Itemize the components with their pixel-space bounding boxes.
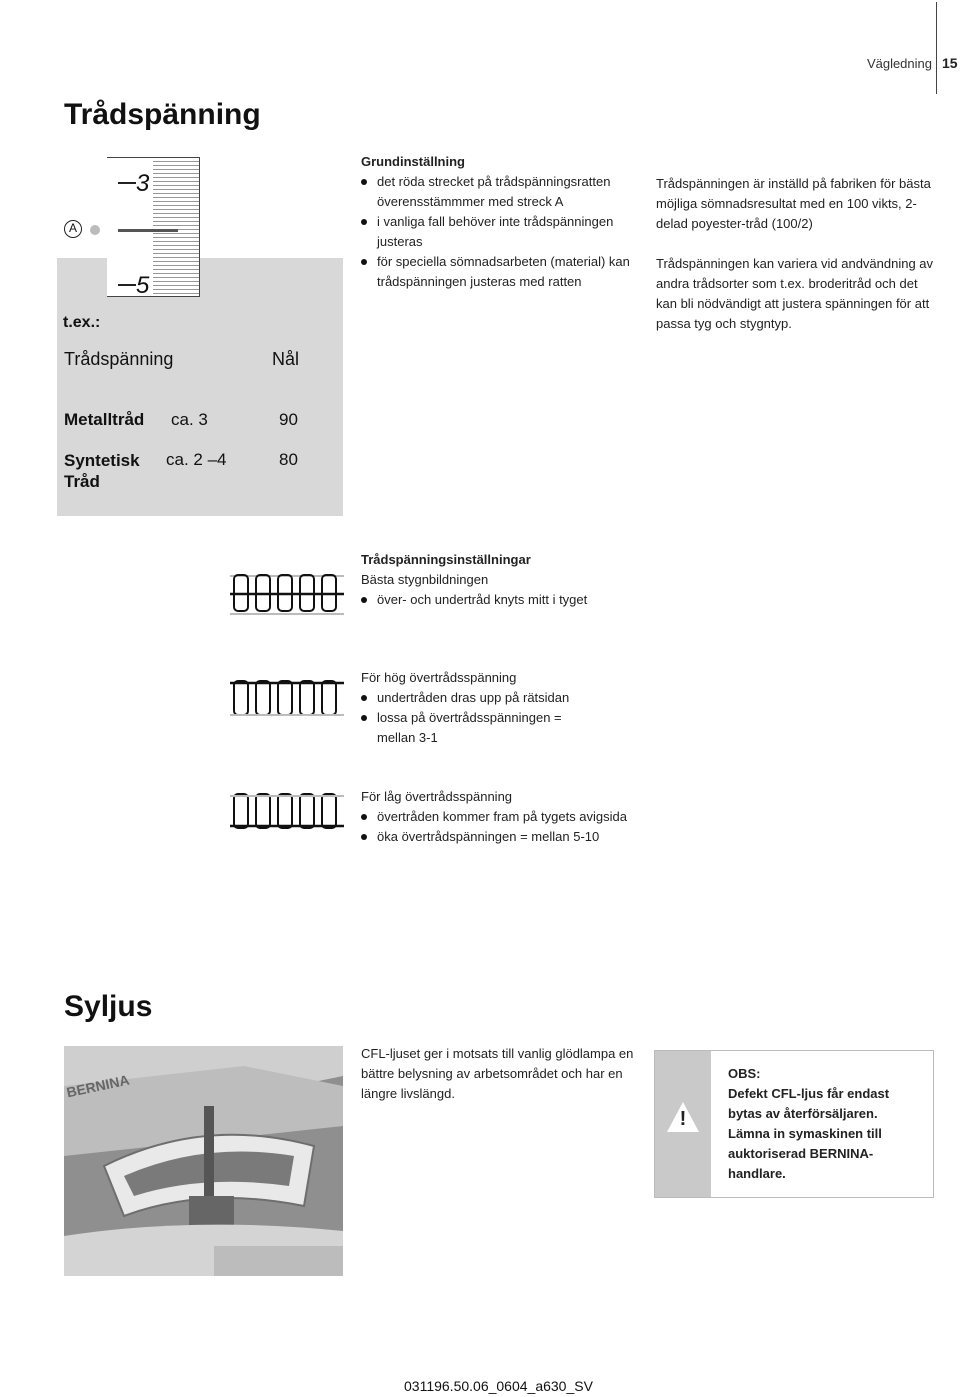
header-divider: [936, 2, 937, 94]
high-tension-title: För hög övertrådsspänning: [361, 670, 517, 685]
warning-label: OBS:: [728, 1066, 761, 1081]
basic-setting-section: [361, 152, 646, 292]
table-row-tension: ca. 3: [171, 410, 208, 429]
dial-number-bottom: 5: [136, 272, 150, 299]
list-item: undertråden dras upp på rätsidan: [361, 688, 651, 708]
list-item: i vanliga fall behöver inte trådspänningen justeras: [361, 212, 646, 252]
table-header-needle: Nål: [272, 349, 300, 369]
page-number: 15: [942, 55, 958, 71]
dial-tick-bottom: [118, 284, 136, 286]
stitch-high-tension-diagram: [228, 675, 344, 727]
cfl-paragraph: CFL-ljuset ger i motsats till vanlig glödlampa en bättre belysning av arbetsområdet och har en längre livslängd.: [361, 1046, 634, 1101]
sewing-light-photo: [64, 1046, 343, 1276]
table-row-needle: 80: [279, 450, 298, 469]
best-stitch-list: [361, 590, 651, 610]
section-label: Vägledning: [866, 56, 932, 71]
low-tension-list: [361, 807, 661, 847]
high-tension-section: [361, 668, 651, 748]
high-tension-list: [361, 688, 651, 748]
list-item: det röda strecket på trådspänningsratten överensstämmmer med streck A: [361, 172, 646, 212]
example-label: t.ex.:: [63, 314, 101, 331]
photo-brand-text: BERNINA: [65, 1071, 131, 1101]
best-stitch-section: [361, 550, 651, 610]
variation-paragraph: Trådspänningen kan variera vid andvändning av andra trådsorter som t.ex. broderitråd och det kan bli nödvändigt att justera spänningen för att passa tyg och stygntyp.: [656, 256, 934, 331]
list-item: för speciella sömnadsarbeten (material) kan trådspänningen justeras med ratten: [361, 252, 646, 292]
settings-heading: Trådspänningsinställningar: [361, 552, 531, 567]
factory-section: [656, 174, 936, 334]
low-tension-section: [361, 787, 661, 847]
dial-red-line: [118, 229, 178, 232]
basic-setting-list: [361, 172, 646, 292]
stitch-balanced-diagram: [228, 570, 344, 622]
table-row-name: Syntetisk Tråd: [64, 451, 140, 491]
table-row-name: Metalltråd: [64, 410, 145, 429]
low-tension-title: För låg övertrådsspänning: [361, 789, 513, 804]
dial-number-top: 3: [136, 170, 150, 197]
list-item: öka övertrådspänningen = mellan 5-10: [361, 827, 661, 847]
section-title-syljus: Syljus: [64, 990, 153, 1023]
marker-dot-icon: [90, 225, 100, 235]
marker-a-icon: A: [64, 220, 82, 238]
dial-graduation: [153, 158, 199, 296]
list-item: över- och undertråd knyts mitt i tyget: [361, 590, 651, 610]
basic-setting-heading: Grundinställning: [361, 154, 465, 169]
warning-text-block: [728, 1064, 918, 1184]
warning-message: Defekt CFL-ljus får endast bytas av återförsäljaren. Lämna in symaskinen till auktoriserad BERNINA-handlare.: [728, 1086, 890, 1181]
table-header-tension: Trådspänning: [64, 349, 174, 369]
list-item: övertråden kommer fram på tygets avigsida: [361, 807, 661, 827]
dial-tick-top: [118, 182, 136, 184]
stitch-low-tension-diagram: [228, 788, 344, 840]
document-code: 031196.50.06_0604_a630_SV: [404, 1378, 593, 1394]
list-item: lossa på övertrådsspänningen = mellan 3-1: [361, 708, 591, 748]
table-row-tension: ca. 2 –4: [166, 450, 227, 469]
table-row-needle: 90: [279, 410, 298, 429]
page-title: Trådspänning: [64, 98, 261, 131]
best-stitch-title: Bästa stygnbildningen: [361, 572, 489, 587]
factory-paragraph: Trådspänningen är inställd på fabriken för bästa möjliga sömnadsresultat med en 100 vikts, 2-delad poyester-tråd (100/2): [656, 176, 931, 231]
warning-exclamation-icon: !: [679, 1108, 687, 1130]
